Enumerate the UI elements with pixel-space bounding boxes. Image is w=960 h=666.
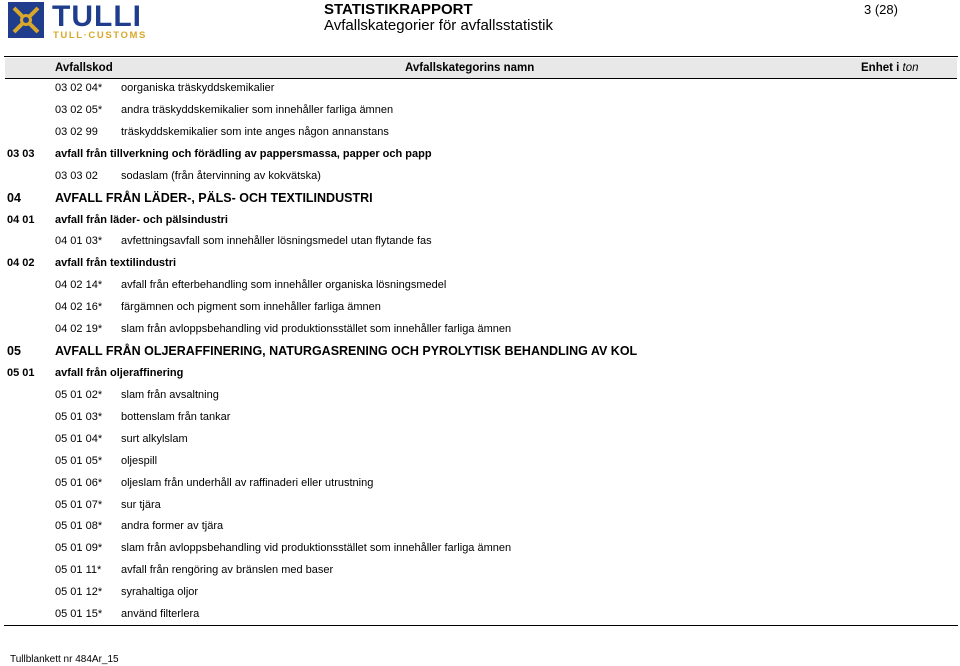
waste-code: 05 01 04*	[55, 432, 103, 445]
waste-code: 04 01	[7, 213, 35, 226]
waste-category-name: slam från avloppsbehandling vid produktionsstället som innehåller farliga ämnen	[121, 323, 512, 336]
waste-category-name: avfall från tillverkning och förädling av pappersmassa, papper och papp	[55, 147, 432, 160]
waste-category-name: avfall från efterbehandling som innehåller organiska lösningsmedel	[121, 279, 447, 292]
waste-category-name: surt alkylslam	[121, 432, 188, 445]
waste-code: 04 02	[7, 257, 35, 270]
waste-category-name: avfall från oljeraffinering	[55, 367, 184, 379]
waste-category-name: slam från avsaltning	[121, 388, 219, 401]
waste-code: 03 02 99	[55, 125, 98, 138]
waste-category-name: använd filterlera	[121, 608, 200, 621]
waste-category-name: andra träskyddskemikalier som innehåller farliga ämnen	[121, 103, 394, 116]
waste-category-name: avfettningsavfall som innehåller lösningsmedel utan flytande fas	[121, 235, 432, 248]
form-number: Tullblankett nr 484Ar_15	[10, 654, 119, 665]
column-header-name: Avfallskategorins namn	[405, 62, 535, 74]
waste-code: 05 01 08*	[55, 520, 103, 533]
waste-code: 05 01 09*	[55, 542, 103, 555]
waste-code: 04 02 14*	[55, 279, 103, 292]
table-header	[5, 58, 957, 79]
report-title: STATISTIKRAPPORT	[324, 1, 473, 18]
waste-category-name: avfall från läder- och pälsindustri	[55, 213, 228, 226]
waste-code: 03 02 05*	[55, 103, 103, 116]
page-indicator: 3 (28)	[864, 2, 898, 17]
waste-category-name: oorganiska träskyddskemikalier	[121, 82, 275, 94]
waste-category-table	[4, 56, 958, 626]
tulli-emblem-icon	[8, 2, 44, 38]
waste-code: 04 02 19*	[55, 323, 103, 336]
waste-code: 03 03 02	[55, 169, 98, 182]
tulli-logo	[8, 2, 208, 40]
waste-code: 04 02 16*	[55, 301, 103, 314]
waste-category-name: avfall från textilindustri	[55, 257, 177, 270]
logo-subtitle: TULL·CUSTOMS	[53, 30, 147, 41]
waste-code: 05 01 07*	[55, 498, 103, 511]
waste-category-name: färgämnen och pigment som innehåller farliga ämnen	[121, 301, 381, 314]
waste-code: 04 01 03*	[55, 235, 103, 248]
waste-code: 04	[7, 190, 21, 205]
unit-emphasis: ton	[902, 62, 919, 74]
waste-category-name: AVFALL FRÅN OLJERAFFINERING, NATURGASRENING OCH PYROLYTISK BEHANDLING AV KOL	[55, 344, 638, 358]
column-header-code: Avfallskod	[55, 62, 113, 74]
waste-category-name: träskyddskemikalier som inte anges någon annanstans	[121, 125, 389, 138]
unit-prefix: Enhet i	[861, 62, 900, 74]
waste-category-name: avfall från rengöring av bränslen med baser	[121, 564, 334, 577]
waste-code: 05 01	[7, 367, 35, 379]
waste-code: 05 01 11*	[55, 564, 102, 577]
waste-category-name: sur tjära	[121, 498, 161, 511]
waste-code: 05 01 06*	[55, 476, 103, 489]
waste-code: 05	[7, 344, 21, 358]
waste-category-name: oljespill	[121, 454, 158, 467]
waste-code: 05 01 05*	[55, 454, 103, 467]
report-subtitle: Avfallskategorier för avfallsstatistik	[324, 17, 553, 34]
waste-category-name: bottenslam från tankar	[121, 410, 231, 423]
waste-code: 03 02 04*	[55, 82, 103, 94]
waste-category-name: slam från avloppsbehandling vid produktionsstället som innehåller farliga ämnen	[121, 542, 512, 555]
waste-category-name: AVFALL FRÅN LÄDER-, PÄLS- OCH TEXTILINDUSTRI	[55, 190, 373, 205]
waste-code: 03 03	[7, 147, 35, 160]
waste-code: 05 01 02*	[55, 388, 103, 401]
waste-code: 05 01 12*	[55, 586, 103, 599]
waste-category-name: andra former av tjära	[121, 520, 224, 533]
column-header-unit	[861, 62, 919, 74]
waste-category-name: syrahaltiga oljor	[121, 586, 199, 599]
logo-wordmark: TULLI	[52, 0, 142, 33]
waste-category-name: oljeslam från underhåll av raffinaderi eller utrustning	[121, 476, 374, 489]
waste-category-name: sodaslam (från återvinning av kokvätska)	[121, 169, 321, 182]
waste-code: 05 01 15*	[55, 608, 103, 621]
waste-code: 05 01 03*	[55, 410, 103, 423]
